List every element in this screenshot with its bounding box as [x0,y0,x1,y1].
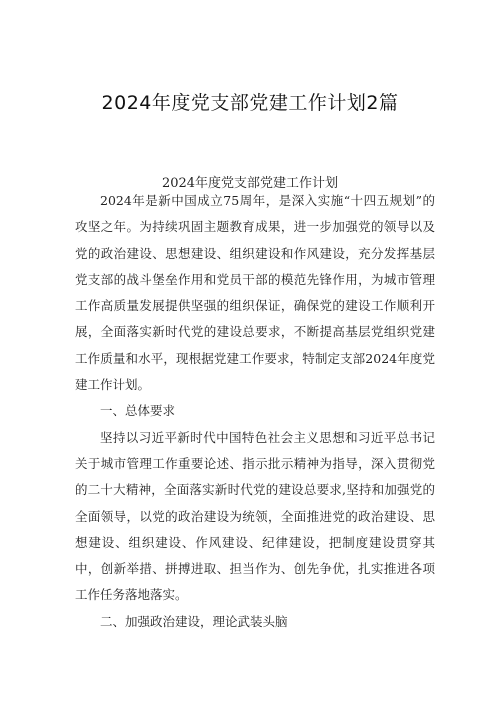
section-1-paragraph: 坚持以习近平新时代中国特色社会主义思想和习近平总书记关于城市管理工作重要论述、指示批示精神为指导，深入贯彻党的二十大精神，全面落实新时代党的建设总要求,坚持和加强党的全面领导，以党的政治建设为统领，全面推进党的政治建设、思想建设、组织建设、作风建设、纪律建设，把制度建设贯穿其中，创新举措、拼搏进取、担当作为、创先争优，扎实推进各项工作任务落地落实。 [75,429,435,603]
document-title: 2024年度党支部党建工作计划2篇 [101,92,399,114]
document-body [75,188,435,635]
section-heading-2: 二、加强政治建设，理论武装头脑 [100,613,288,629]
section-heading-1: 一、总体要求 [100,403,176,419]
intro-paragraph: 2024年是新中国成立75周年，是深入实施“十四五规划”的攻坚之年。为持续巩固主题教育成果，进一步加强党的领导以及党的政治建设、思想建设、组织建设和作风建设，充分发挥基层党支部的战斗堡垒作用和党员干部的模范先锋作用，为城市管理工作高质量发展提供坚强的组织保证，确保党的建设工作顺利开展，全面落实新时代党的建设总要求，不断提高基层党组织党建工作质量和水平，现根据党建工作要求，特制定支部2024年度党建工作计划。 [75,193,435,393]
document-subtitle: 2024年度党支部党建工作计划 [161,176,339,191]
